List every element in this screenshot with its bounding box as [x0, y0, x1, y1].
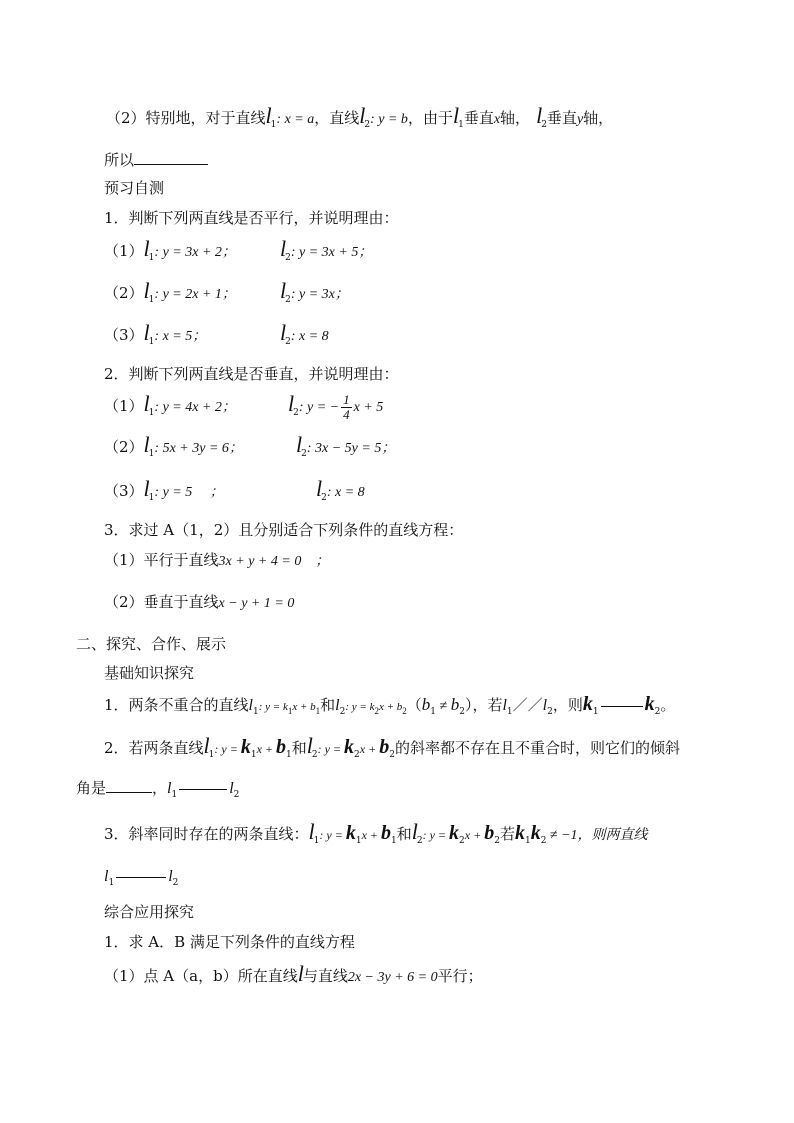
l2-symbol: l	[168, 868, 173, 885]
item-text: 3．斜率同时存在的两条直线：	[104, 825, 309, 843]
subscript: 2	[459, 836, 465, 846]
eq-l1: : y = 3x + 2；	[154, 245, 236, 260]
subscript: 1	[286, 750, 292, 760]
eq-l1: : y = 4x + 2；	[154, 400, 236, 415]
answer-blank[interactable]	[116, 877, 166, 878]
eq-l1: : y = 5 ；	[154, 485, 224, 500]
l1-symbol: l	[308, 819, 314, 844]
l1-symbol: l	[143, 476, 149, 501]
eq-part: : y =	[319, 828, 346, 842]
subscript: 2	[233, 790, 240, 800]
eq-y-equals-b: : y = b	[370, 112, 408, 127]
b-symbol: b	[379, 736, 390, 758]
l1-symbol: l	[203, 733, 209, 758]
k-symbol: k	[449, 822, 460, 844]
var-y: y	[576, 112, 584, 127]
text-fragment: （	[406, 696, 422, 714]
apply-heading: 综合应用探究	[104, 903, 195, 921]
fraction	[341, 393, 352, 422]
text-fragment: 与直线	[302, 967, 348, 985]
line-l2-symbol: l	[536, 103, 542, 128]
basic-item-3-cont	[104, 866, 178, 893]
subscript: 2	[654, 707, 661, 717]
l2-symbol: l	[288, 391, 294, 416]
k-symbol: k	[240, 736, 251, 758]
item-text: 1．两条不重合的直线	[104, 696, 249, 714]
q2-item-1-l2	[288, 388, 383, 429]
eq-l2: : x = 8	[290, 329, 329, 344]
text-fragment: ，	[152, 779, 168, 797]
l1-symbol: l	[104, 868, 109, 885]
eq-part: : y =	[214, 742, 241, 756]
l2-symbol: l	[316, 476, 322, 501]
subscript: 1	[148, 449, 155, 459]
answer-blank[interactable]	[179, 789, 227, 790]
subscript: 1	[506, 707, 513, 717]
fraction-numerator: 1	[343, 391, 350, 407]
eq-l2: : y = 3x；	[290, 287, 349, 302]
eq: 3x + y + 4 = 0 ；	[218, 554, 330, 569]
l1-symbol: l	[167, 780, 172, 797]
subscript: 1	[315, 706, 321, 716]
subscript: 2	[547, 707, 553, 717]
special-case-text: （2）特别地，对于直线	[106, 109, 266, 127]
section-2-heading: 二、探究、合作、展示	[76, 635, 227, 653]
text-fragment: 轴，	[583, 109, 614, 127]
preview-heading: 预习自测	[104, 179, 165, 197]
b-symbol: b	[276, 736, 286, 758]
k2-symbol: k	[530, 822, 541, 844]
subscript: 1	[430, 707, 437, 717]
text-fragment: ，直线	[314, 109, 360, 127]
q1-item-1	[104, 236, 236, 268]
subscript: 1	[148, 408, 155, 418]
subscript: 1	[270, 120, 277, 130]
subscript: 2	[354, 750, 360, 760]
subscript: 1	[524, 836, 531, 846]
q2-item-2-l2	[296, 432, 396, 464]
item-label: （3）	[104, 482, 144, 500]
apply-item-1: 1．求 A．B 满足下列条件的直线方程	[104, 933, 355, 951]
apply-item-1-1	[104, 961, 483, 988]
q2-item-3-l2	[316, 476, 365, 508]
text-fragment: ，则	[552, 696, 583, 714]
q3-item-2	[104, 592, 294, 614]
l1-symbol: l	[248, 697, 253, 714]
b-symbol: b	[484, 822, 495, 844]
subscript: 1	[171, 790, 178, 800]
line-l1-symbol: l	[452, 103, 459, 128]
eq-part: x +	[256, 742, 276, 756]
text-fragment: 平行；	[437, 967, 483, 985]
eq-x-equals-a: : x = a	[276, 112, 315, 127]
q2-item-1	[104, 391, 236, 423]
subscript: 2	[285, 295, 291, 305]
item-text: （1）平行于直线	[104, 551, 219, 569]
text-fragment: 和	[396, 825, 412, 843]
item-text: （1）点 A（a，b）所在直线	[104, 967, 298, 985]
answer-blank[interactable]	[134, 150, 208, 165]
q3-item-1	[104, 550, 329, 572]
eq-l1: : x = 5；	[154, 329, 207, 344]
k1-symbol: k	[582, 693, 593, 715]
subscript: 2	[285, 253, 291, 263]
subscript: 1	[250, 750, 257, 760]
eq-part: x +	[359, 742, 380, 756]
q1-item-1-l2	[280, 236, 373, 268]
subscript: 2	[494, 836, 500, 846]
l-symbol: l	[297, 961, 303, 986]
subscript: 1	[148, 295, 155, 305]
k1-symbol: k	[514, 822, 525, 844]
subscript: 2	[402, 706, 407, 716]
eq-part: x +	[361, 828, 381, 842]
fraction-denominator: 4	[343, 406, 350, 422]
subscript: 2	[416, 836, 423, 846]
subscript: 2	[374, 706, 379, 716]
l2-symbol: l	[229, 780, 234, 797]
answer-blank[interactable]	[106, 778, 152, 793]
eq-part: : y =	[317, 742, 345, 756]
eq: 2x − 3y + 6 = 0	[347, 970, 438, 985]
text-fragment: 角是	[76, 779, 107, 797]
subscript: 2	[172, 878, 179, 888]
subscript: 1	[592, 707, 599, 717]
q1-item-2	[104, 278, 236, 310]
subscript: 2	[293, 408, 299, 418]
eq-part: x + b	[292, 701, 316, 713]
subscript: 2	[541, 120, 547, 130]
basic-item-3	[104, 819, 648, 851]
eq-part: : y = k	[345, 701, 375, 713]
text-fragment: ，由于	[407, 109, 453, 127]
l2-symbol: l	[542, 697, 548, 714]
question-1: 1．判断下列两直线是否平行，并说明理由：	[104, 209, 399, 227]
subscript: 2	[321, 493, 327, 503]
l2-symbol: l	[280, 320, 286, 345]
l2-symbol: l	[280, 236, 286, 261]
subscript: 1	[148, 493, 155, 503]
basic-knowledge-heading: 基础知识探究	[104, 664, 195, 682]
q1-item-3	[104, 320, 207, 352]
b-symbol: b	[421, 695, 431, 714]
subscript: 1	[148, 337, 155, 347]
basic-item-2-cont	[76, 778, 239, 805]
q2-item-3	[104, 476, 224, 508]
special-case-line	[106, 103, 614, 135]
eq-l2: : x = 8	[326, 485, 365, 500]
eq-l1: : 5x + 3y = 6；	[154, 441, 243, 456]
l2-symbol: l	[411, 819, 417, 844]
basic-item-2	[104, 733, 680, 765]
eq-l2	[345, 701, 407, 716]
eq-l1	[258, 701, 321, 716]
text-fragment: ），若	[464, 696, 503, 714]
parallel-symbol: ／／	[512, 696, 543, 714]
subscript: 1	[148, 253, 155, 263]
question-2: 2．判断下列两直线是否垂直，并说明理由：	[104, 365, 399, 383]
subscript: 2	[301, 449, 307, 459]
text-fragment: 的斜率都不存在且不重合时，则它们的倾斜	[394, 739, 680, 757]
subscript: 1	[355, 836, 362, 846]
item-text: （2）垂直于直线	[104, 593, 219, 611]
text-fragment: 和	[320, 696, 336, 714]
item-label: （2）	[104, 284, 144, 302]
subscript: 2	[459, 707, 465, 717]
text-fragment: 垂直	[546, 109, 577, 127]
text-fragment: 若	[499, 825, 515, 843]
subscript: 1	[108, 878, 115, 888]
text-fragment: 轴，	[500, 109, 531, 127]
so-text: 所以	[104, 151, 135, 169]
answer-blank[interactable]	[601, 706, 643, 707]
subscript: 1	[458, 120, 464, 130]
subscript: 1	[313, 836, 320, 846]
subscript: 1	[391, 836, 397, 846]
text-fragment: 。	[660, 696, 676, 714]
q1-item-2-l2	[280, 278, 349, 310]
subscript: 2	[540, 836, 547, 846]
eq-part: x + b	[378, 701, 403, 713]
item-label: （3）	[104, 326, 144, 344]
l1-symbol: l	[143, 320, 149, 345]
l2-symbol: l	[280, 278, 286, 303]
not-equal: ≠	[436, 699, 451, 714]
subscript: 2	[285, 337, 291, 347]
subscript: 2	[364, 120, 371, 130]
eq-l2: : y = 3x + 5；	[290, 245, 373, 260]
subscript: 2	[389, 750, 395, 760]
eq-l2: : 3x − 5y = 5；	[306, 441, 396, 456]
q1-item-3-l2	[280, 320, 329, 352]
item-label: （1）	[104, 242, 144, 260]
line-l2-symbol: l	[359, 103, 365, 128]
eq-part: : y = k	[258, 701, 288, 713]
k-symbol: k	[344, 736, 355, 758]
subscript: 1	[287, 706, 293, 716]
q2-item-2	[104, 432, 243, 464]
line-l1-symbol: l	[265, 103, 271, 128]
b-symbol: b	[381, 822, 391, 844]
item-text: 2．若两条直线	[104, 739, 204, 757]
so-line	[104, 150, 208, 170]
subscript: 1	[253, 707, 259, 717]
eq-l2-prefix: : y = −	[298, 400, 340, 415]
l1-symbol: l	[143, 391, 149, 416]
subscript: 2	[339, 707, 346, 717]
eq-part: x +	[464, 828, 485, 842]
eq-part: : y =	[422, 828, 450, 842]
eq-l1: : y = 2x + 1；	[154, 287, 236, 302]
l1-symbol: l	[502, 697, 507, 714]
l1-symbol: l	[143, 236, 149, 261]
eq-l2-suffix: x + 5	[353, 400, 384, 415]
b-symbol: b	[450, 695, 460, 714]
var-x: x	[493, 112, 501, 127]
text-fragment: 和	[291, 739, 307, 757]
item-label: （2）	[104, 438, 144, 456]
l2-symbol: l	[306, 733, 312, 758]
text-fragment: 垂直	[463, 109, 494, 127]
text-fragment: ≠ −1，则两直线	[546, 828, 648, 843]
eq: x − y + 1 = 0	[218, 596, 295, 611]
subscript: 1	[208, 750, 215, 760]
question-3: 3．求过 A（1，2）且分别适合下列条件的直线方程：	[104, 521, 464, 539]
l1-symbol: l	[143, 278, 149, 303]
subscript: 2	[311, 750, 318, 760]
l2-symbol: l	[296, 432, 302, 457]
item-label: （1）	[104, 397, 144, 415]
l1-symbol: l	[143, 432, 149, 457]
basic-item-1	[104, 694, 675, 722]
l2-symbol: l	[335, 697, 340, 714]
k2-symbol: k	[644, 693, 655, 715]
k-symbol: k	[345, 822, 356, 844]
